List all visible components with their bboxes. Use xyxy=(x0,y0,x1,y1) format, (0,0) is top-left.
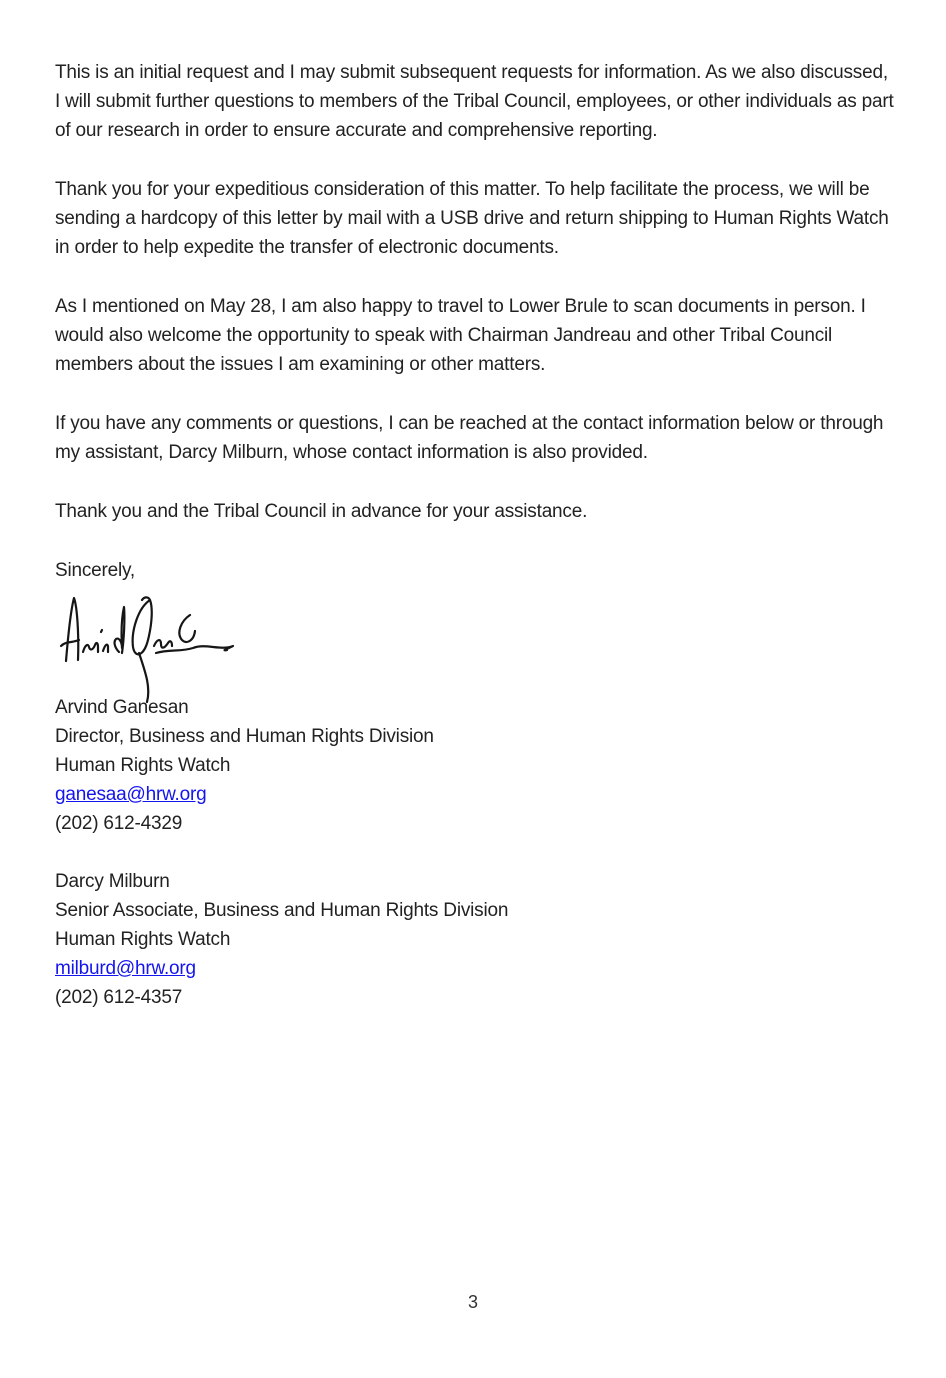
paragraph-travel-offer: As I mentioned on May 28, I am also happy to travel to Lower Brule to scan documents in person. I would also welcome the opportunity to speak with Chairman Jandreau and other Tribal Council members about the issues I am examining or other matters. xyxy=(55,296,866,375)
page-number: 3 xyxy=(467,1292,478,1312)
closing-salutation: Sincerely, xyxy=(55,560,136,581)
contact-block-arvind xyxy=(55,693,897,838)
email-link-ganesaa[interactable]: ganesaa@hrw.org xyxy=(55,784,207,805)
paragraph-contact-info: If you have any comments or questions, I can be reached at the contact information below or through my assistant, Darcy Milburn, whose contact information is also provided. xyxy=(55,413,884,463)
contact-name: Darcy Milburn xyxy=(55,871,170,892)
contact-title: Director, Business and Human Rights Division xyxy=(55,726,434,747)
email-link-milburd[interactable]: milburd@hrw.org xyxy=(55,958,196,979)
paragraph-thank-you: Thank you and the Tribal Council in advance for your assistance. xyxy=(55,501,588,522)
contact-title: Senior Associate, Business and Human Rights Division xyxy=(55,900,509,921)
paragraph-initial-request: This is an initial request and I may submit subsequent requests for information. As we also discussed, I will submit further questions to members of the Tribal Council, employees, or other individuals as part of our research in order to ensure accurate and comprehensive reporting. xyxy=(55,62,894,141)
contact-name: Arvind Ganesan xyxy=(55,697,189,718)
letter-body xyxy=(55,58,897,1012)
paragraph-expeditious-consideration: Thank you for your expeditious consideration of this matter. To help facilitate the process, we will be sending a hardcopy of this letter by mail with a USB drive and return shipping to Human Rights Watch in order to help expedite the transfer of electronic documents. xyxy=(55,179,889,258)
handwritten-signature xyxy=(57,591,247,703)
contact-organization: Human Rights Watch xyxy=(55,929,231,950)
contact-organization: Human Rights Watch xyxy=(55,755,231,776)
contact-block-darcy xyxy=(55,867,897,1012)
contact-phone: (202) 612-4357 xyxy=(55,987,183,1008)
contact-phone: (202) 612-4329 xyxy=(55,813,183,834)
